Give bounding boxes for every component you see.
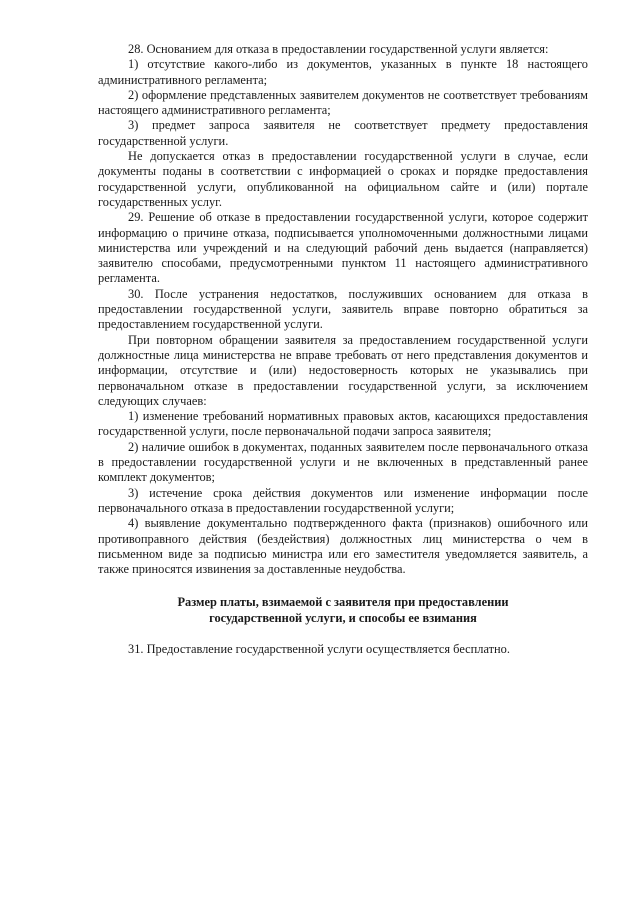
document-page bbox=[98, 42, 588, 657]
paragraph-28: 28. Основанием для отказа в предоставлении государственной услуги является: bbox=[128, 42, 549, 56]
section-heading bbox=[98, 595, 588, 626]
paragraph-30: 30. После устранения недостатков, послуживших основанием для отказа в предоставлении государственной услуги, заявитель вправе повторно обратиться за предоставлением государственной услуги. bbox=[98, 286, 588, 332]
paragraph-exception-4: 4) выявление документально подтвержденного факта (признаков) ошибочного или противоправного действия (бездействия) должностных лиц министерства о чем в письменном виде за подписью министра или его заместителя уведомляется заявитель, а также приносятся извинения за доставленные неудобства. bbox=[98, 516, 588, 577]
paragraph-31: 31. Предоставление государственной услуги осуществляется бесплатно. bbox=[128, 641, 510, 656]
paragraph-28-item-3: 3) предмет запроса заявителя не соответствует предмету предоставления государственной услуги. bbox=[98, 118, 588, 148]
section-heading-line-1: Размер платы, взимаемой с заявителя при предоставлении bbox=[177, 595, 509, 610]
paragraph-28-item-1: 1) отсутствие какого-либо из документов, указанных в пункте 18 настоящего административного регламента; bbox=[98, 57, 588, 87]
paragraph-exception-3: 3) истечение срока действия документов или изменение информации после первоначального отказа в предоставлении государственной услуги; bbox=[98, 485, 588, 515]
paragraph-28-item-2: 2) оформление представленных заявителем документов не соответствует требованиям настоящего административного регламента; bbox=[98, 87, 588, 118]
paragraph-refusal-not-allowed: Не допускается отказ в предоставлении государственной услуги в случае, если документы поданы в соответствии с информацией о сроках и порядке предоставления государственной услуги, опубликованной на официальном сайте и (или) портале государственных услуг. bbox=[98, 149, 588, 209]
section-heading-line-2: государственной услуги, и способы ее взимания bbox=[209, 610, 477, 625]
paragraph-exception-2: 2) наличие ошибок в документах, поданных заявителем после первоначального отказа в предоставлении государственной услуги и не включенных в представленный ранее комплект документов; bbox=[98, 439, 588, 485]
paragraph-exception-1: 1) изменение требований нормативных правовых актов, касающихся предоставления государственной услуги, после первоначальной подачи запроса заявителя; bbox=[98, 409, 588, 439]
paragraph-repeat-request: При повторном обращении заявителя за предоставлением государственной услуги должностные лица министерства не вправе требовать от него представления документов и информации, отсутствие и (или) недостоверность которых не указывались при первоначальном отказе в предоставлении государственной услуги, за исключением следующих случаев: bbox=[98, 332, 588, 408]
paragraph-29: 29. Решение об отказе в предоставлении государственной услуги, которое содержит информацию о причине отказа, подписывается уполномоченными должностными лицами министерства или учреждений и на следующий рабочий день выдается (направляется) заявителю способами, предусмотренными пунктом 11 настоящего административного регламента. bbox=[98, 210, 588, 286]
